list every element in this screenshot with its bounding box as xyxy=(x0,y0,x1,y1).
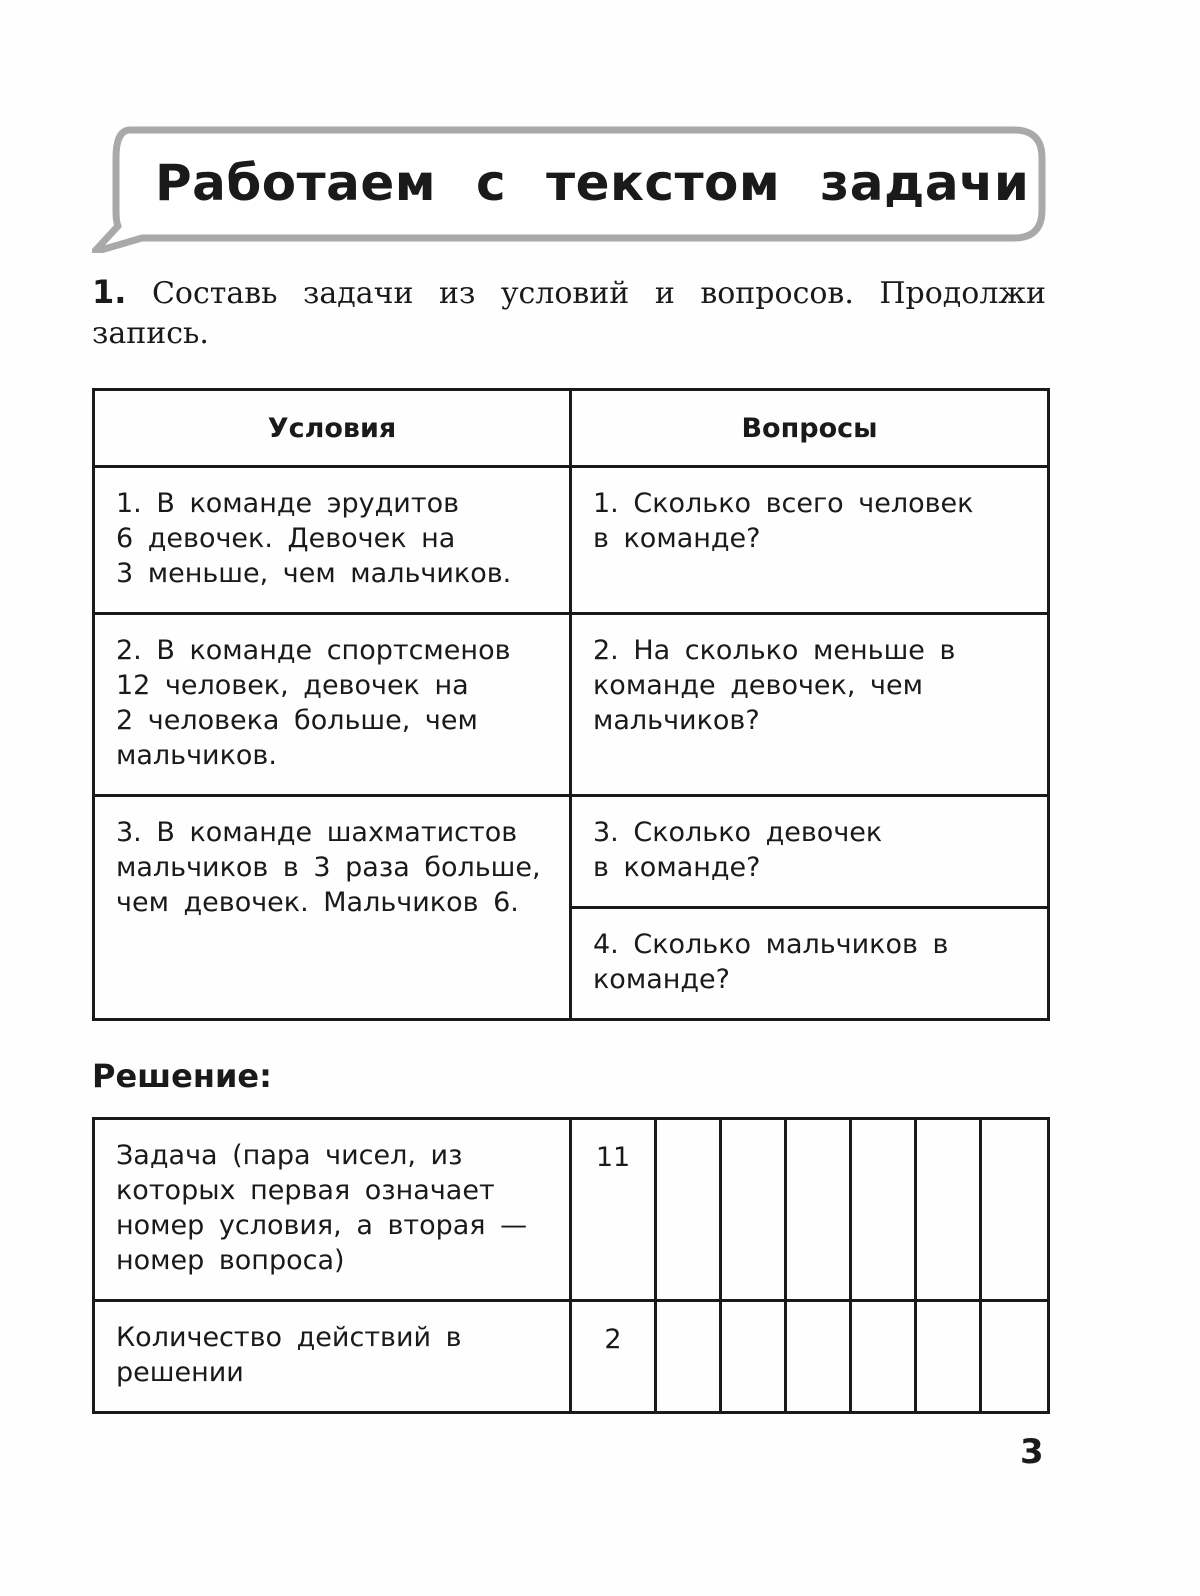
condition-1: 1. В команде эрудитов 6 девочек. Девочек на 3 меньше, чем мальчиков. xyxy=(116,488,512,589)
task-text: Составь задачи из условий и вопросов. Продолжи запись. xyxy=(92,276,1046,351)
answer-cell[interactable] xyxy=(851,1301,916,1413)
answer-cell[interactable] xyxy=(786,1119,851,1301)
question-cell xyxy=(571,908,1049,1020)
task-1 xyxy=(92,272,1046,354)
answer-cell[interactable] xyxy=(656,1119,721,1301)
question-1: 1. Сколько всего человек в команде? xyxy=(593,488,974,554)
question-4: 4. Сколько мальчиков в команде? xyxy=(593,929,949,995)
answer-cell[interactable] xyxy=(851,1119,916,1301)
condition-2: 2. В команде спортсменов 12 человек, девочек на 2 человека больше, чем мальчиков. xyxy=(116,635,511,771)
task-number: 1. xyxy=(92,273,127,311)
answer-cell[interactable]: 11 xyxy=(571,1119,656,1301)
task-pairs-label: Задача (пара чисел, из которых первая означает номер условия, а вторая — номер вопроса) xyxy=(116,1140,528,1276)
question-cell xyxy=(571,614,1049,796)
actions-count-label: Количество действий в решении xyxy=(116,1322,462,1388)
answer-cell[interactable] xyxy=(981,1119,1049,1301)
answer-cell[interactable] xyxy=(981,1301,1049,1413)
header-questions: Вопросы xyxy=(571,390,1049,467)
solution-row-label xyxy=(94,1301,571,1413)
conditions-questions-table xyxy=(92,388,1050,1021)
answer-cell[interactable] xyxy=(916,1119,981,1301)
condition-cell xyxy=(94,796,571,1020)
condition-cell xyxy=(94,467,571,614)
question-cell xyxy=(571,796,1049,908)
answer-cell[interactable] xyxy=(656,1301,721,1413)
condition-cell xyxy=(94,614,571,796)
page-title: Работаем с текстом задачи xyxy=(155,154,1030,212)
answer-cell[interactable]: 2 xyxy=(571,1301,656,1413)
solution-heading: Решение: xyxy=(92,1057,272,1095)
answer-cell[interactable] xyxy=(916,1301,981,1413)
page-number: 3 xyxy=(1020,1432,1044,1472)
question-2: 2. На сколько меньше в команде девочек, чем мальчиков? xyxy=(593,635,956,736)
solution-table xyxy=(92,1117,1050,1414)
question-3: 3. Сколько девочек в команде? xyxy=(593,817,883,883)
answer-cell[interactable] xyxy=(721,1119,786,1301)
header-conditions: Условия xyxy=(94,390,571,467)
solution-row-label xyxy=(94,1119,571,1301)
condition-3: 3. В команде шахматистов мальчиков в 3 раза больше, чем девочек. Мальчиков 6. xyxy=(116,817,541,918)
answer-cell[interactable] xyxy=(786,1301,851,1413)
question-cell xyxy=(571,467,1049,614)
answer-cell[interactable] xyxy=(721,1301,786,1413)
